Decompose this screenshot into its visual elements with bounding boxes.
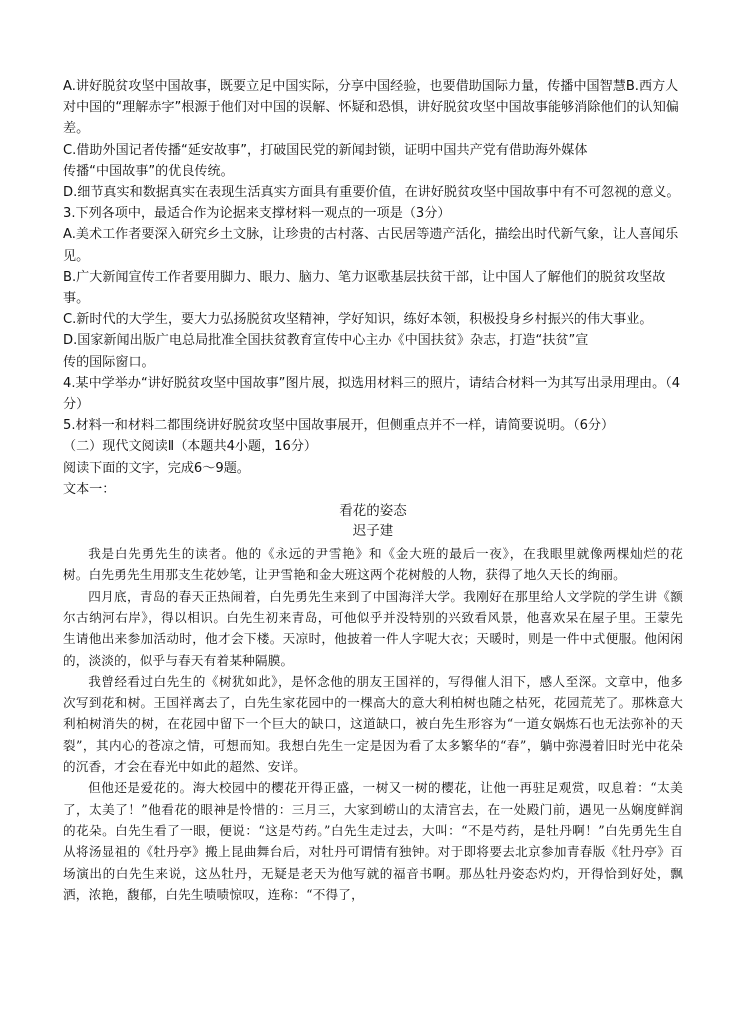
- question-3-stem: 3.下列各项中，最适合作为论据来支撑材料一观点的一项是（3分）: [63, 206, 451, 222]
- option-c-text-line2: 传播“中国故事”的优良传统。: [63, 163, 234, 179]
- question-3-option-c: C.新时代的大学生，要大力弘扬脱贫攻坚精神，学好知识，练好本领，积极投身乡村振兴的伟大事业。: [63, 312, 653, 328]
- option-c-text-line1: C.借助外国记者传播“延安故事”，打破国民党的新闻封锁，证明中国共产党有借助海外媒体: [63, 142, 588, 158]
- article-title: 看花的姿态: [339, 503, 407, 520]
- option-d-text: D.细节真实和数据真实在表现生活真实方面具有重要价值，在讲好脱贫攻坚中国故事中有不可忽视的意义。: [63, 185, 680, 201]
- article-paragraph: 四月底，青岛的春天正热闹着，白先勇先生来到了中国海洋大学。我刚好在那里给人文学院的学生讲《额尔古纳河右岸》，得以相识。白先生初来青岛，可他似乎并没特别的兴致看风景，他喜欢呆在屋子里。王蒙先生请他出来参加活动时，他才会下楼。天凉时，他披着一件人字呢大衣；天暖时，则是一件中式便服。他闲闲的，淡淡的，似乎与春天有着某种隔膜。: [63, 588, 683, 668]
- question-3-option-b: B.广大新闻宣传工作者要用脚力、眼力、脑力、笔力讴歌基层扶贫干部，让中国人了解他们的脱贫攻坚故事。: [63, 269, 666, 307]
- article-paragraph: 但他还是爱花的。海大校园中的樱花开得正盛，一树又一树的樱花，让他一再驻足观赏，叹息着：“太美了，太美了！”他看花的眼神是怜惜的：三月三，大家到崂山的太清宫去，在一处殿门前，遇见一丛娴度鲜润的花朵。白先生看了一眼，便说：“这是芍药。”白先生走过去，大叫：“不是芍药，是牡丹啊！”白先勇先生自从将汤显祖的《牡丹亭》搬上昆曲舞台后，对牡丹可谓情有独钟。对于即将要去北京参加青春版《牡丹亭》百场演出的白先生来说，这丛牡丹，无疑是老天为他写就的福音书啊。那丛牡丹姿态灼灼，开得恰到好处，飘洒，浓艳，馥郁，白先生啧啧惊叹，连称：“不得了，: [63, 780, 683, 902]
- text-one-label: 文本一：: [63, 481, 116, 497]
- question-3-option-d-line1: D.国家新闻出版广电总局批准全国扶贫教育宣传中心主办《中国扶贫》杂志，打造“扶贫”宣: [63, 333, 589, 349]
- section-heading: （二）现代文阅读Ⅱ（本题共4小题，16分）: [63, 439, 318, 455]
- option-a-b-text: A.讲好脱贫攻坚中国故事，既要立足中国实际，分享中国经验，也要借助国际力量，传播中国智慧B.西方人对中国的“理解赤字”根源于他们对中国的误解、怀疑和恐惧，讲好脱贫攻坚中国故事能够消除他们的认知偏差。: [63, 79, 679, 137]
- article: [63, 501, 683, 905]
- article-paragraph: 我是白先勇先生的读者。他的《永远的尹雪艳》和《金大班的最后一夜》，在我眼里就像两棵灿烂的花树。白先勇先生用那支生花妙笔，让尹雪艳和金大班这两个花树般的人物，获得了地久天长的绚丽。: [63, 546, 683, 583]
- article-author: 迟子建: [352, 523, 394, 540]
- question-block: [63, 76, 683, 500]
- question-3-option-d-line2: 传的国际窗口。: [63, 354, 155, 370]
- article-paragraph: 我曾经看过白先生的《树犹如此》，是怀念他的朋友王国祥的，写得催人泪下，感人至深。文章中，他多次写到花和树。王国祥离去了，白先生家花园中的一棵高大的意大利柏树也随之枯死，花园荒芜了。那株意大利柏树消失的树，在花园中留下一个巨大的缺口，这道缺口，被白先生形容为“一道女娲炼石也无法弥补的天裂”，其内心的苍凉之情，可想而知。我想白先生一定是因为看了太多繁华的“春”，躺中弥漫着旧时光中花朵的沉香，才会在春光中如此的超然、安详。: [63, 673, 683, 775]
- reading-instruction: 阅读下面的文字，完成6～9题。: [63, 460, 250, 476]
- question-4: 4.某中学举办“讲好脱贫攻坚中国故事”图片展，拟选用材料三的照片，请结合材料一为其写出录用理由。（4分）: [63, 375, 681, 413]
- question-3-option-a: A.美术工作者要深入研究乡土文脉，让珍贵的古村落、古民居等遗产活化，描绘出时代新气象，让人喜闻乐见。: [63, 227, 679, 264]
- question-5: 5.材料一和材料二都围绕讲好脱贫攻坚中国故事展开，但侧重点并不一样，请简要说明。（6分）: [63, 418, 615, 434]
